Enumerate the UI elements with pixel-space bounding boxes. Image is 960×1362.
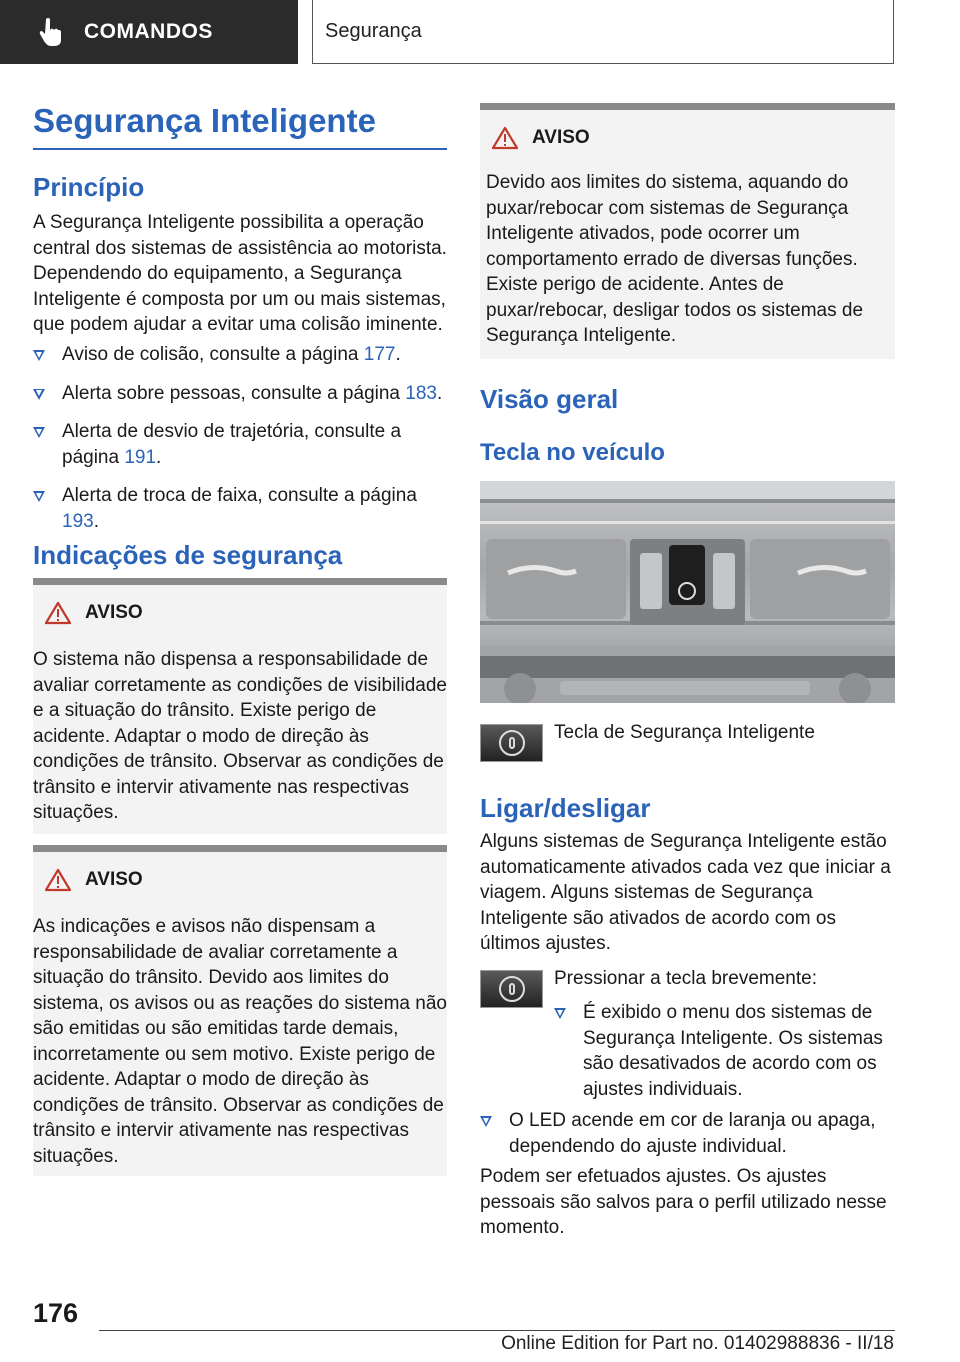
safety-button-image <box>480 724 543 762</box>
chapter-tab[interactable] <box>0 0 298 64</box>
warning-icon <box>45 601 71 625</box>
warning-label: AVISO <box>532 127 590 148</box>
led-list <box>480 1108 895 1172</box>
triangle-bullet-icon <box>554 1008 566 1019</box>
footer-divider <box>99 1330 895 1331</box>
chapter-label: COMANDOS <box>84 20 213 43</box>
section-label: Segurança <box>325 20 422 42</box>
dashboard-photo <box>480 481 895 703</box>
list-item: Alerta de troca de faixa, consulte a página 193. <box>33 483 447 534</box>
page-link[interactable]: 193 <box>62 510 94 532</box>
warning-box <box>480 103 895 359</box>
warning-box <box>33 845 447 1176</box>
list-item: É exibido o menu dos sistemas de Segurança Inteligente. Os sistemas são desativados de acordo com os ajustes individuais. <box>554 1000 895 1102</box>
principio-heading: Princípio <box>33 172 145 202</box>
warning-icon <box>45 868 71 892</box>
page-title: Segurança Inteligente <box>33 102 447 150</box>
visao-heading: Visão geral <box>480 384 619 414</box>
dashboard-illustration <box>480 481 895 703</box>
triangle-bullet-icon <box>33 491 45 502</box>
indicacoes-heading: Indicações de segurança <box>33 540 343 570</box>
ligar-text: Alguns sistemas de Segurança Inteligente estão automaticamente ativados cada vez que iniciar a viagem. Alguns sistemas de Segurança Inteligente são ativados de acordo com os últimos ajustes. <box>480 831 891 954</box>
page-link[interactable]: 177 <box>363 344 396 365</box>
hand-icon <box>38 17 64 47</box>
tecla-heading: Tecla no veículo <box>480 439 665 466</box>
intelligent-safety-icon <box>499 730 525 756</box>
page-number: 176 <box>33 1298 79 1328</box>
warning-text: As indicações e avisos não dispensam a responsabilidade de avaliar corretamente a situação do trânsito. Devido aos limites do sistema, os avisos ou as reações do sistema não são emitidas ou são emitidas tarde demais, incorretamente ou sem motivo. Existe perigo de acidente. Adaptar o modo de direção às condições de trânsito. Observar as condições de trânsito e intervir ativamente nas respectivas situações. <box>33 916 447 1167</box>
triangle-bullet-icon <box>33 350 45 361</box>
intelligent-safety-icon <box>499 976 525 1002</box>
page-link[interactable]: 191 <box>124 446 157 468</box>
ligar-heading: Ligar/desligar <box>480 793 651 823</box>
final-text: Podem ser efetuados ajustes. Os ajustes pessoais são salvos para o perfil utilizado nesse momento. <box>480 1166 887 1238</box>
principio-text: A Segurança Inteligente possibilita a operação central dos sistemas de assistência ao motorista. Dependendo do equipamento, a Segurança Inteligente é composta por um ou mais sistemas, que podem ajudar a evitar uma colisão iminente. <box>33 212 447 335</box>
list-item: O LED acende em cor de laranja ou apaga, dependendo do ajuste individual. <box>480 1108 895 1159</box>
button-caption: Tecla de Segurança Inteligente <box>554 722 815 743</box>
triangle-bullet-icon <box>480 1116 492 1127</box>
warning-text: Devido aos limites do sistema, aquando do puxar/rebocar com sistemas de Segurança Inteligente ativados, pode ocorrer um comportamento errado de diversas funções. Existe perigo de acidente. Antes de puxar/rebocar, desligar todos os sistemas de Segurança Inteligente. <box>486 172 864 346</box>
list-item: Aviso de colisão, consulte a página 177. <box>33 342 447 368</box>
warning-label: AVISO <box>85 869 143 890</box>
press-instruction: Pressionar a tecla brevemente: <box>554 968 817 989</box>
edition-text: Online Edition for Part no. 01402988836 - II/18 <box>501 1333 894 1354</box>
triangle-bullet-icon <box>33 389 45 400</box>
warning-box <box>33 578 447 834</box>
press-result-list <box>554 1000 895 1115</box>
warning-label: AVISO <box>85 602 143 623</box>
warning-text: O sistema não dispensa a responsabilidade de avaliar corretamente as condições de visibilidade e a situação do trânsito. Existe perigo de acidente. Adaptar o modo de direção às condições de trânsito. Observar as condições de trânsito e intervir ativamente nas respectivas situações. <box>33 649 448 823</box>
warning-icon <box>492 126 518 150</box>
list-item: Alerta de desvio de trajetória, consulte a página 191. <box>33 419 447 470</box>
triangle-bullet-icon <box>33 427 45 438</box>
page-link[interactable]: 183 <box>405 382 437 404</box>
feature-list <box>33 342 447 547</box>
safety-button-image <box>480 970 543 1008</box>
list-item: Alerta sobre pessoas, consulte a página 183. <box>33 381 447 407</box>
section-header <box>312 0 894 64</box>
